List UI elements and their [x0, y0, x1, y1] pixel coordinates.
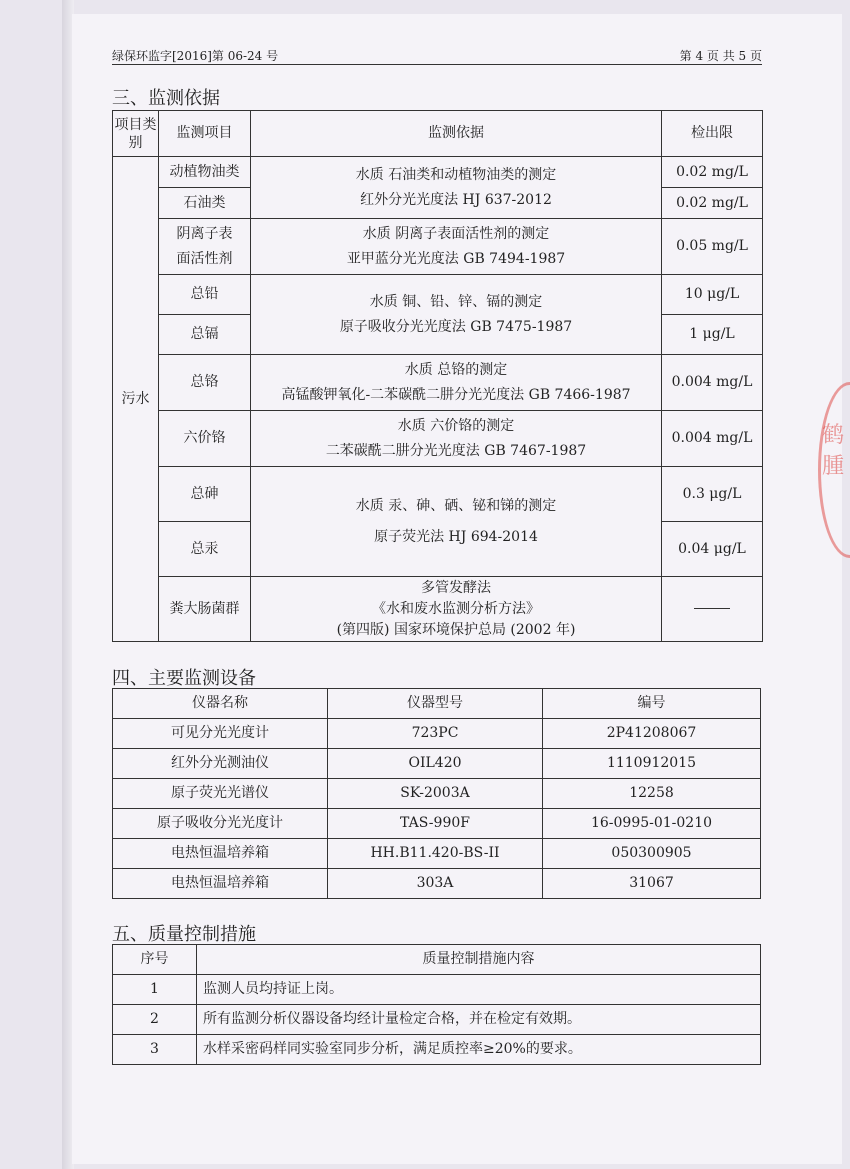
table-row: 3 水样采密码样同实验室同步分析，满足质控率≥20%的要求。 — [113, 1035, 761, 1065]
limit-cell: 0.3 μg/L — [662, 467, 763, 522]
item-cell: 动植物油类 — [159, 157, 251, 188]
column-header: 仪器名称 — [113, 689, 328, 719]
item-cell: 总汞 — [159, 522, 251, 577]
header-limit: 检出限 — [662, 111, 763, 157]
item-cell: 总铬 — [159, 355, 251, 411]
equipment-table — [112, 688, 761, 899]
quality-control-table — [112, 944, 761, 1065]
column-header: 质量控制措施内容 — [197, 945, 761, 975]
item-cell: 总镉 — [159, 315, 251, 355]
item-cell: 石油类 — [159, 188, 251, 219]
table-row: 原子荧光光谱仪 SK-2003A 12258 — [113, 779, 761, 809]
limit-cell: 0.02 mg/L — [662, 157, 763, 188]
category-cell: 污水 — [113, 157, 159, 642]
column-header: 序号 — [113, 945, 197, 975]
limit-cell — [662, 577, 763, 642]
column-header: 仪器型号 — [328, 689, 543, 719]
limit-cell: 1 μg/L — [662, 315, 763, 355]
page-number: 第 4 页 共 5 页 — [679, 49, 762, 63]
limit-cell: 0.05 mg/L — [662, 219, 763, 275]
column-header: 编号 — [543, 689, 761, 719]
table-header-row — [113, 689, 761, 719]
dash-mark — [694, 608, 730, 609]
table-row: 电热恒温培养箱 303A 31067 — [113, 869, 761, 899]
basis-cell: 水质 铜、铅、锌、镉的测定 原子吸收分光光度法 GB 7475-1987 — [251, 275, 662, 355]
table-row: 电热恒温培养箱 HH.B11.420-BS-II 050300905 — [113, 839, 761, 869]
limit-cell: 0.004 mg/L — [662, 411, 763, 467]
section3-title: 三、监测依据 — [112, 88, 220, 109]
table-header-row — [113, 945, 761, 975]
limit-cell: 0.004 mg/L — [662, 355, 763, 411]
basis-cell: 水质 六价铬的测定 二苯碳酰二肼分光光度法 GB 7467-1987 — [251, 411, 662, 467]
basis-cell: 水质 总铬的测定 高锰酸钾氧化-二苯碳酰二肼分光光度法 GB 7466-1987 — [251, 355, 662, 411]
table-row: 1 监测人员均持证上岗。 — [113, 975, 761, 1005]
item-cell: 总砷 — [159, 467, 251, 522]
basis-cell: 水质 阴离子表面活性剂的测定 亚甲蓝分光光度法 GB 7494-1987 — [251, 219, 662, 275]
limit-cell: 10 μg/L — [662, 275, 763, 315]
header-item: 监测项目 — [159, 111, 251, 157]
item-cell: 总铅 — [159, 275, 251, 315]
monitoring-basis-table — [112, 110, 763, 642]
header-basis: 监测依据 — [251, 111, 662, 157]
table-row: 可见分光光度计 723PC 2P41208067 — [113, 719, 761, 749]
basis-cell: 水质 汞、砷、硒、铋和锑的测定 原子荧光法 HJ 694-2014 — [251, 467, 662, 577]
stamp-text: 鹤 腫 — [822, 423, 845, 479]
report-number: 绿保环监字[2016]第 06-24 号 — [112, 49, 279, 63]
section5-title: 五、质量控制措施 — [112, 924, 256, 945]
table-row: 红外分光测油仪 OIL420 1110912015 — [113, 749, 761, 779]
header-category: 项目类别 — [113, 111, 159, 157]
item-cell: 六价铬 — [159, 411, 251, 467]
basis-cell: 多管发酵法 《水和废水监测分析方法》 (第四版) 国家环境保护总局 (2002 年) — [251, 577, 662, 642]
section4-title: 四、主要监测设备 — [112, 668, 256, 689]
basis-cell: 水质 石油类和动植物油类的测定 红外分光光度法 HJ 637-2012 — [251, 157, 662, 219]
limit-cell: 0.04 μg/L — [662, 522, 763, 577]
limit-cell: 0.02 mg/L — [662, 188, 763, 219]
table-row: 2 所有监测分析仪器设备均经计量检定合格，并在检定有效期。 — [113, 1005, 761, 1035]
table-row: 原子吸收分光光度计 TAS-990F 16-0995-01-0210 — [113, 809, 761, 839]
item-cell: 粪大肠菌群 — [159, 577, 251, 642]
item-cell: 阴离子表 面活性剂 — [159, 219, 251, 275]
page-header — [112, 44, 762, 65]
